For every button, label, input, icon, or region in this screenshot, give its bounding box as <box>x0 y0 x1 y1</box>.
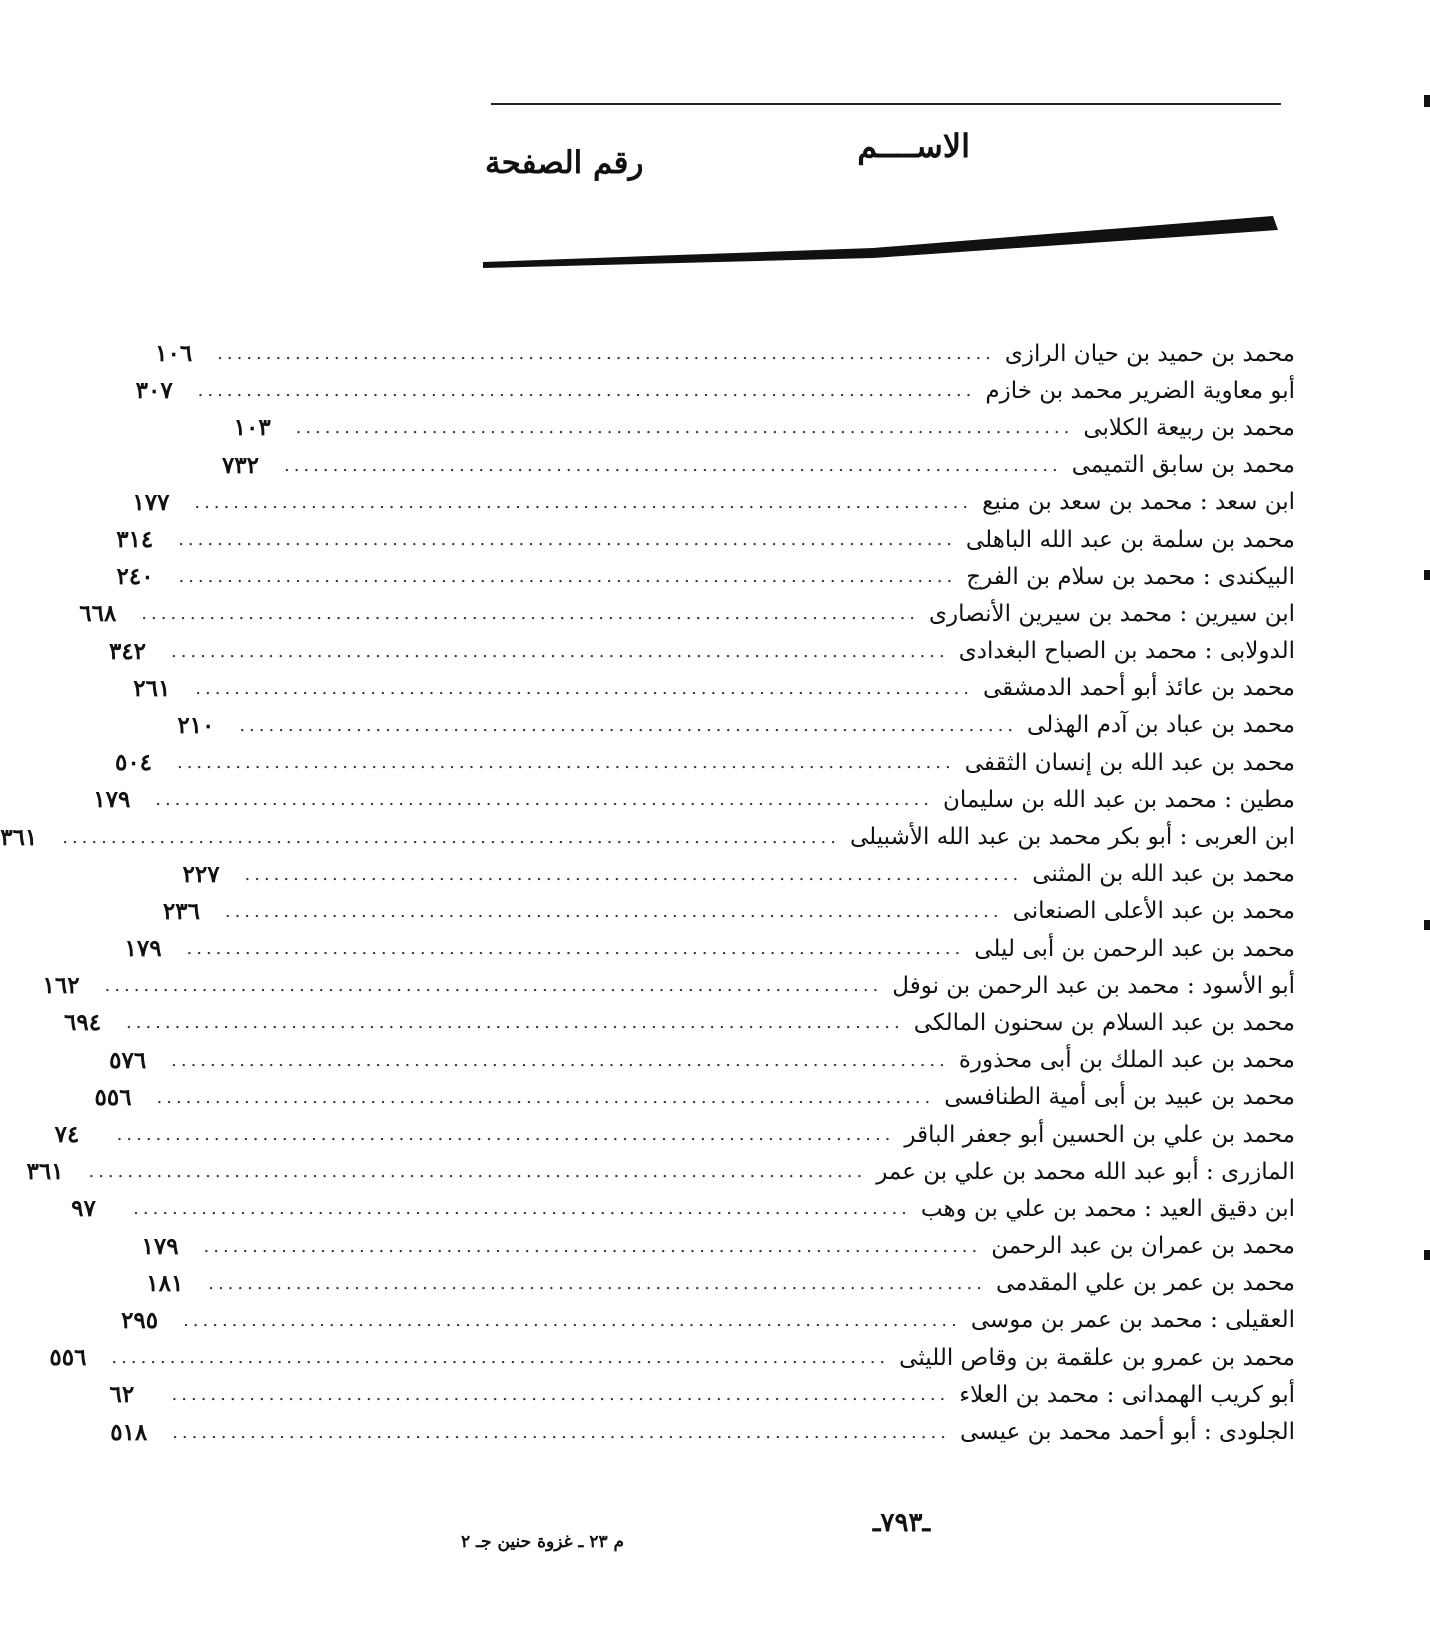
entry-page-number: ٣٤٢ <box>108 637 147 665</box>
leader-dots: ................................................................................ <box>126 1012 904 1034</box>
leader-dots: ................................................................................ <box>186 938 965 960</box>
name-column-label: الاســــم <box>857 127 970 165</box>
entry-name: محمد بن عبد الله بن المثنى <box>1032 861 1295 888</box>
entry-page-number: ١٦٢ <box>42 972 80 1000</box>
leader-dots: ................................................................................ <box>171 1384 950 1406</box>
leader-dots: ................................................................................ <box>183 1309 961 1331</box>
entry-page-number: ٢٦١ <box>133 674 171 702</box>
entry-name: محمد بن عبيد بن أبى أمية الطنافسى <box>944 1084 1295 1111</box>
leader-dots: ................................................................................ <box>170 640 949 662</box>
index-entry <box>116 521 1295 558</box>
leader-dots: ................................................................................ <box>208 1272 986 1294</box>
leader-dots: ................................................................................ <box>194 491 973 513</box>
entry-page-number: ٢٢٧ <box>182 860 220 888</box>
entry-name: محمد بن سابق التميمى <box>1071 452 1295 479</box>
entry-page-number: ٣٦١ <box>26 1158 64 1186</box>
entry-name: أبو معاوية الضرير محمد بن خازم <box>985 377 1295 404</box>
index-entry <box>124 930 1295 967</box>
entry-page-number: ٣١٤ <box>116 526 154 554</box>
entry-page-number: ٣٠٧ <box>135 377 173 405</box>
entry-name: محمد بن عبد السلام بن سحنون المالكى <box>913 1009 1295 1036</box>
entry-page-number: ٥٧٦ <box>109 1046 147 1074</box>
index-entry <box>121 1302 1295 1339</box>
page-number: ـ٧٩٣ـ <box>872 1508 931 1538</box>
entry-page-number: ٥٥٦ <box>49 1344 87 1372</box>
entry-name: ابن العربى : أبو بكر محمد بن عبد الله الأشبيلى <box>849 824 1295 851</box>
entry-name: مطين : محمد بن عبد الله بن سليمان <box>942 786 1295 813</box>
index-entry <box>109 1042 1295 1079</box>
edge-mark <box>1424 95 1430 107</box>
entry-name: محمد بن عائذ أبو أحمد الدمشقى <box>983 675 1295 702</box>
entry-name: محمد بن ربيعة الكلابى <box>1083 414 1295 441</box>
index-entry <box>94 1079 1295 1116</box>
leader-dots: ................................................................................ <box>116 1124 895 1146</box>
entry-name: ابن سيرين : محمد بن سيرين الأنصارى <box>929 600 1295 627</box>
leader-dots: ................................................................................ <box>203 1235 982 1257</box>
index-entry <box>162 893 1295 930</box>
entry-page-number: ٩٧ <box>71 1195 96 1223</box>
leader-dots: ................................................................................ <box>178 529 956 551</box>
entry-page-number: ٢١٠ <box>177 711 215 739</box>
edge-mark <box>1424 570 1430 580</box>
index-entry <box>132 484 1295 521</box>
index-entry <box>0 818 1295 855</box>
index-entry <box>182 856 1295 893</box>
page-column-header: رقم الصفحة <box>485 145 644 181</box>
entry-page-number: ٥١٨ <box>110 1418 148 1446</box>
entry-page-number: ١٧٧ <box>132 488 170 516</box>
entry-name: البيكندى : محمد بن سلام بن الفرج <box>966 563 1295 590</box>
entry-page-number: ٧٤ <box>54 1121 80 1149</box>
entry-page-number: ١٧٩ <box>93 786 131 814</box>
leader-dots: ................................................................................ <box>133 1198 911 1220</box>
entry-name: محمد بن سلمة بن عبد الله الباهلى <box>965 526 1295 553</box>
entry-page-number: ٧٣٢ <box>221 451 260 479</box>
index-entry <box>114 744 1295 781</box>
entry-name: محمد بن عبد الأعلى الصنعانى <box>1012 898 1295 925</box>
entry-name: ابن سعد : محمد بن سعد بن منيع <box>982 489 1295 516</box>
entry-name: ابن دقيق العيد : محمد بن علي بن وهب <box>920 1195 1295 1222</box>
entry-name: الجلودى : أبو أحمد محمد بن عيسى <box>959 1419 1295 1446</box>
index-entry <box>79 595 1295 632</box>
entry-name: المازرى : أبو عبد الله محمد بن علي بن عمر <box>876 1158 1295 1185</box>
edge-mark <box>1424 1250 1430 1260</box>
leader-dots: ................................................................................ <box>104 975 883 997</box>
entry-name: محمد بن عبد الملك بن أبى محذورة <box>958 1047 1295 1074</box>
signature-mark: م ٢٣ ـ غزوة حنين جـ ٢ <box>461 1532 625 1552</box>
entry-name: العقيلى : محمد بن عمر بن موسى <box>970 1307 1295 1334</box>
index-entries-list <box>0 335 1295 1451</box>
entry-page-number: ١٠٦ <box>155 340 193 368</box>
leader-dots: ................................................................................ <box>176 752 955 774</box>
index-entry <box>93 781 1295 818</box>
entry-page-number: ٥٥٦ <box>94 1083 132 1111</box>
leader-dots: ................................................................................ <box>155 789 933 811</box>
entry-name: محمد بن عمر بن علي المقدمى <box>995 1270 1295 1297</box>
index-entry <box>233 409 1295 446</box>
index-entry <box>221 447 1295 484</box>
entry-page-number: ١٧٩ <box>141 1232 179 1260</box>
entry-page-number: ٢٩٥ <box>121 1306 159 1334</box>
leader-dots: ................................................................................ <box>111 1347 890 1369</box>
leader-dots: ................................................................................ <box>283 454 1062 476</box>
entry-page-number: ٢٣٦ <box>162 897 200 925</box>
index-entry <box>64 1004 1295 1041</box>
leader-dots: ................................................................................ <box>62 826 840 848</box>
leader-dots: ................................................................................ <box>156 1086 935 1108</box>
index-entry <box>108 633 1295 670</box>
leader-dots: ................................................................................ <box>195 677 974 699</box>
leader-dots: ................................................................................ <box>88 1161 867 1183</box>
entry-name: محمد بن عمران بن عبد الرحمن <box>991 1233 1295 1260</box>
entry-name: محمد بن علي بن الحسين أبو جعفر الباقر <box>904 1121 1295 1148</box>
index-entry <box>177 707 1295 744</box>
leader-dots: ................................................................................ <box>141 603 920 625</box>
index-entry <box>71 1190 1295 1227</box>
entry-page-number: ٦٢ <box>109 1381 135 1409</box>
entry-page-number: ١٧٩ <box>124 935 162 963</box>
entry-page-number: ١٠٣ <box>233 414 271 442</box>
leader-dots: ................................................................................ <box>217 343 995 365</box>
index-entry <box>110 1413 1295 1450</box>
index-entry <box>133 670 1295 707</box>
entry-page-number: ١٨١ <box>146 1269 184 1297</box>
leader-dots: ................................................................................ <box>172 1421 950 1443</box>
edge-mark <box>1424 920 1430 930</box>
entry-name: محمد بن عباد بن آدم الهذلى <box>1027 712 1295 739</box>
entry-page-number: ٥٠٤ <box>114 749 153 777</box>
entry-name: محمد بن عمرو بن علقمة بن وقاص الليثى <box>899 1344 1295 1371</box>
index-entry <box>42 967 1295 1004</box>
entry-page-number: ٢٤٠ <box>116 563 154 591</box>
leader-dots: ................................................................................ <box>171 1049 949 1071</box>
index-entry <box>141 1228 1295 1265</box>
index-entry <box>146 1265 1295 1302</box>
index-entry <box>49 1339 1295 1376</box>
index-entry <box>135 372 1295 409</box>
leader-dots: ................................................................................ <box>197 380 976 402</box>
entry-name: محمد بن عبد الرحمن بن أبى ليلى <box>974 935 1295 962</box>
entry-name: أبو كريب الهمدانى : محمد بن العلاء <box>959 1381 1295 1408</box>
leader-dots: ................................................................................ <box>244 863 1023 885</box>
index-entry <box>109 1376 1295 1413</box>
entry-name: محمد بن عبد الله بن إنسان الثقفى <box>964 749 1295 776</box>
entry-name: أبو الأسود : محمد بن عبد الرحمن بن نوفل <box>892 972 1295 999</box>
index-entry <box>26 1153 1295 1190</box>
entry-name: الدولابى : محمد بن الصباح البغدادى <box>958 638 1295 665</box>
entry-page-number: ٦٩٤ <box>64 1009 102 1037</box>
header-divider <box>373 0 1430 300</box>
leader-dots: ................................................................................ <box>224 900 1003 922</box>
leader-dots: ................................................................................ <box>239 714 1018 736</box>
leader-dots: ................................................................................ <box>295 417 1074 439</box>
index-entry <box>155 335 1295 372</box>
index-entry <box>54 1116 1295 1153</box>
entry-page-number: ٣٦١ <box>0 823 38 851</box>
entry-page-number: ٦٦٨ <box>79 600 117 628</box>
index-entry <box>116 558 1295 595</box>
entry-name: محمد بن حميد بن حيان الرازى <box>1004 340 1295 367</box>
leader-dots: ................................................................................ <box>178 566 957 588</box>
